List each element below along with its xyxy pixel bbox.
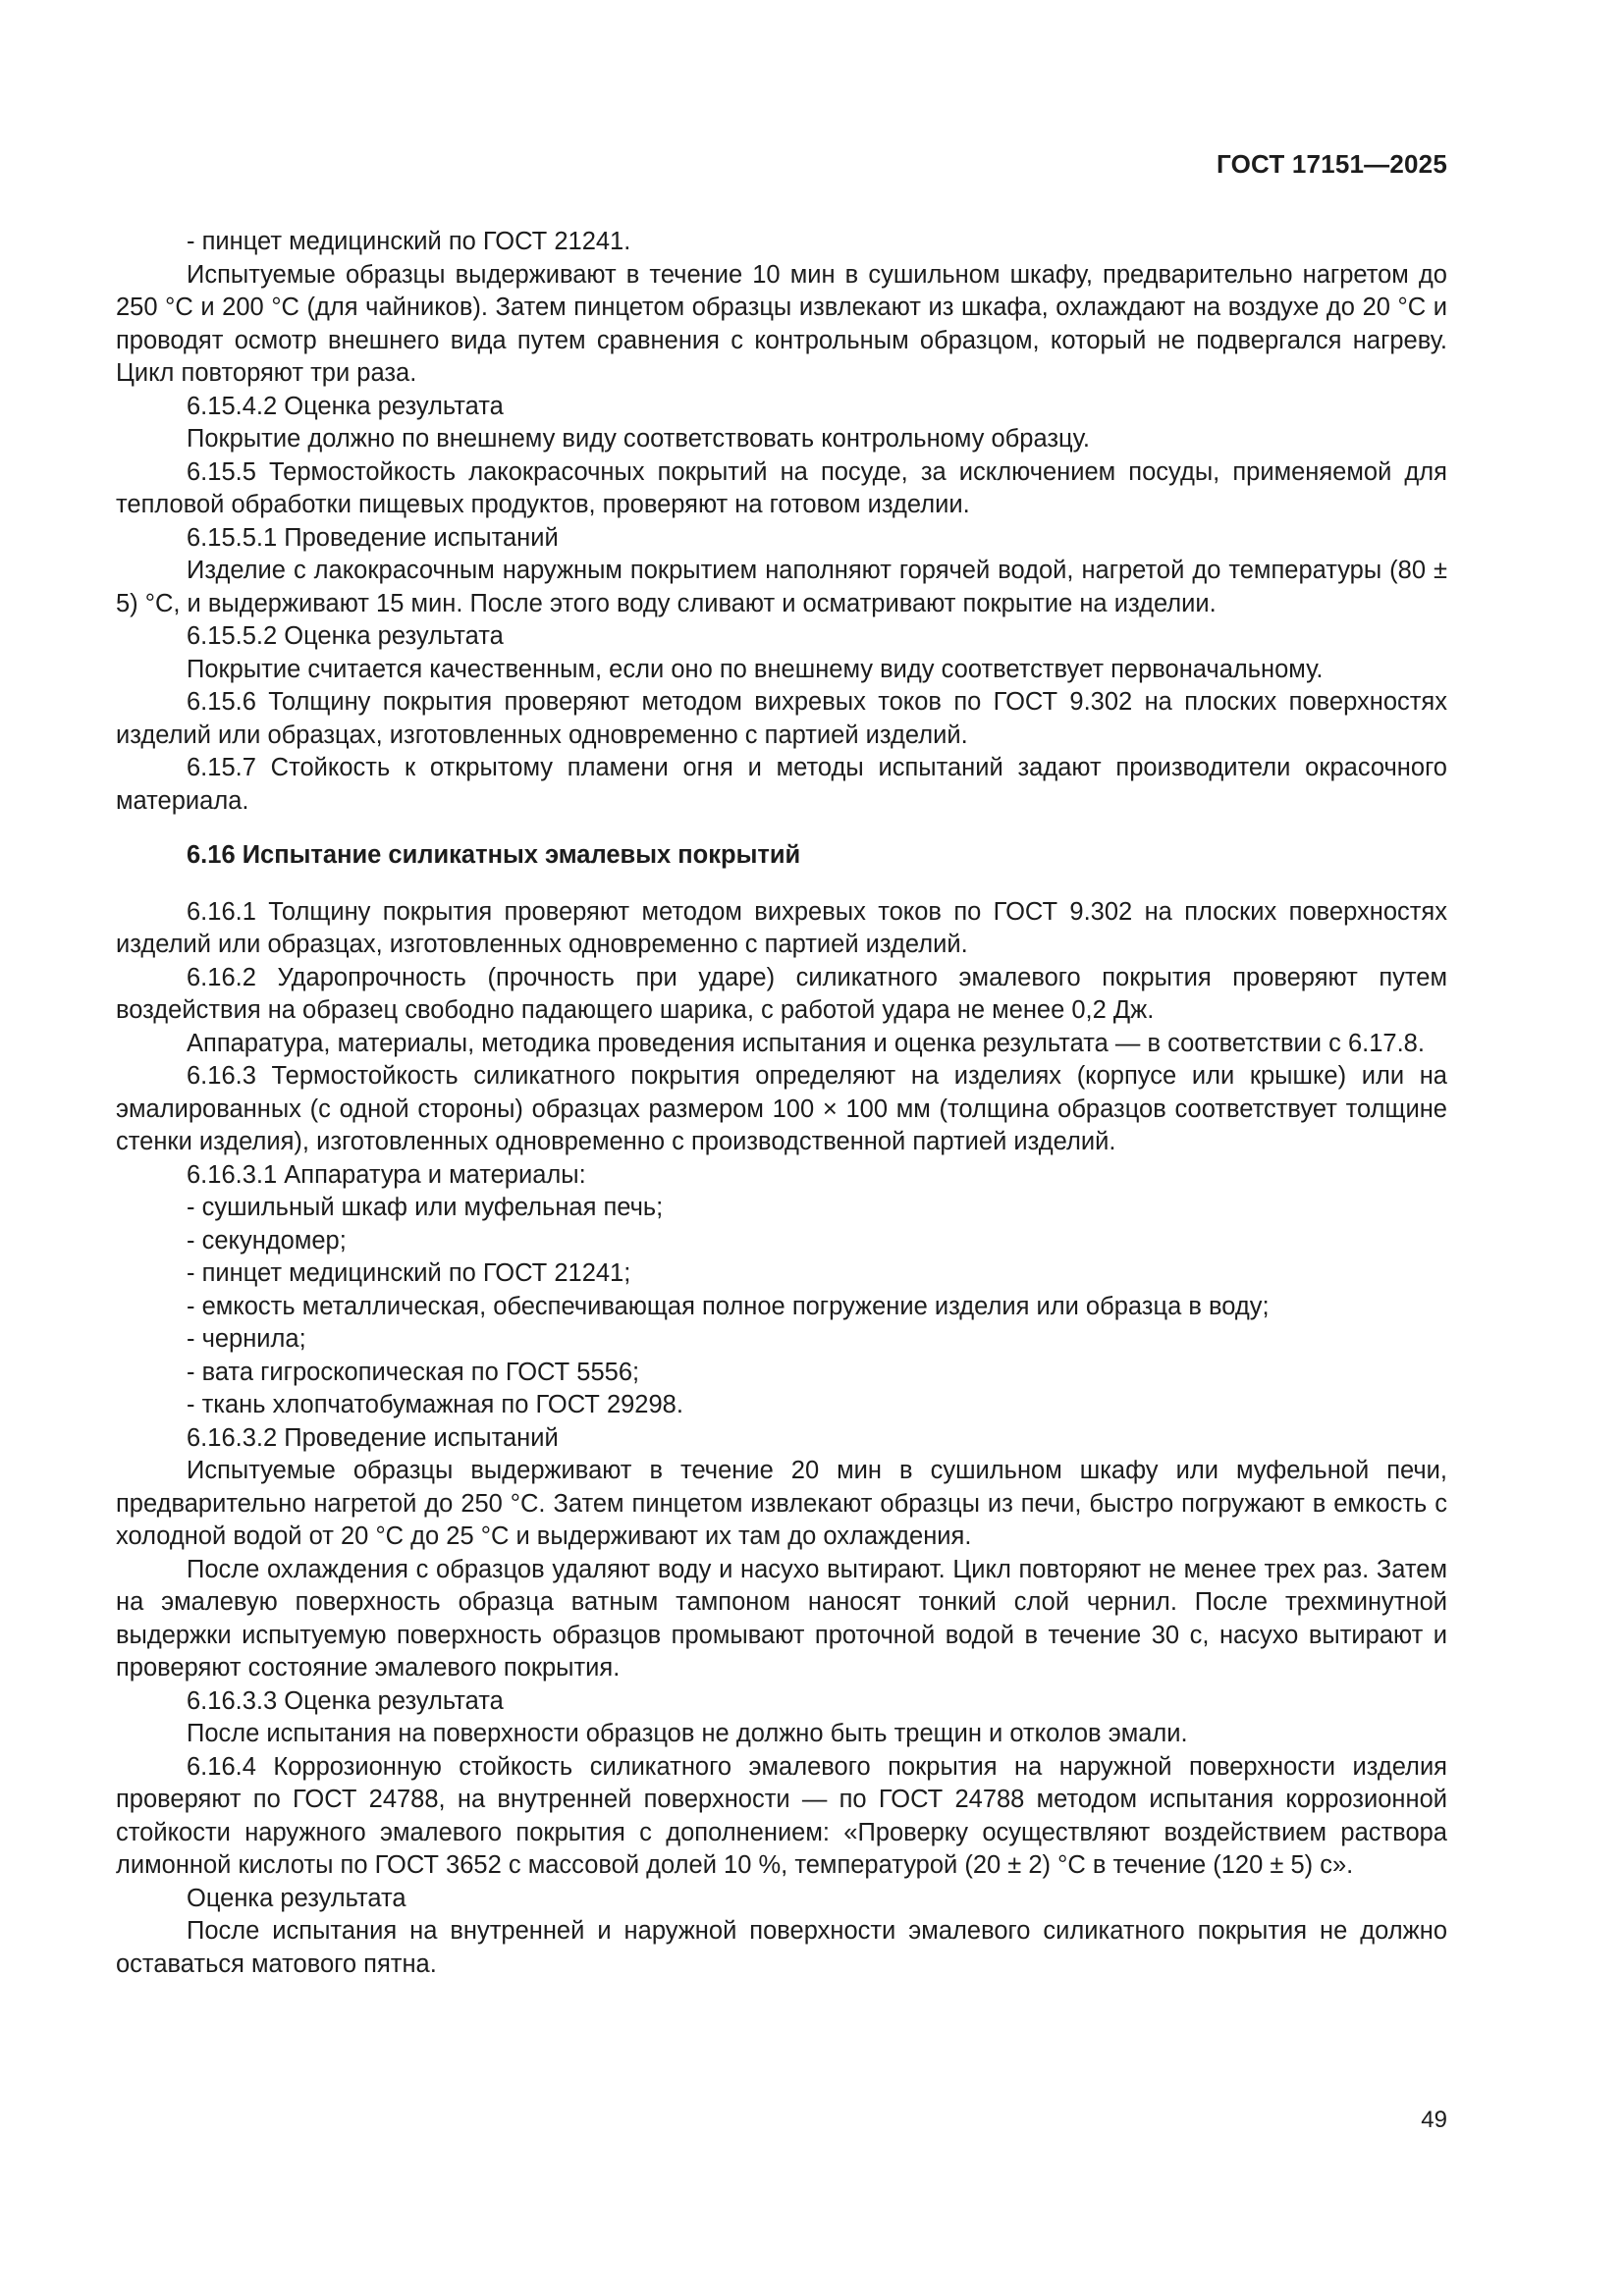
list-item: - вата гигроскопическая по ГОСТ 5556; [187, 1358, 640, 1386]
paragraph: 6.16.4 Коррозионную стойкость силикатного эмалевого покрытия на наружной поверхности изделия проверяют по ГОСТ 24788, на внутренней поверхности — по ГОСТ 24788 методом испытания коррозионной стойкости наружного эмалевого покрытия с дополнением: «Проверку осуществляют воздействием раствора лимонной кислоты по ГОСТ 3652 с массовой долей 10 %, температурой (20 ± 2) °С в течение (120 ± 5) с». [116, 1752, 1447, 1879]
paragraph: 6.15.5 Термостойкость лакокрасочных покрытий на посуде, за исключением посуды, применяемой для тепловой обработки пищевых продуктов, проверяют на готовом изделии. [116, 457, 1447, 518]
paragraph: Испытуемые образцы выдерживают в течение 20 мин в сушильном шкафу или муфельной печи, предварительно нагретой до 250 °С. Затем пинцетом извлекают образцы из печи, быстро погружают в емкость с холодной водой от 20 °С до 25 °С и выдерживают их там до охлаждения. [116, 1457, 1447, 1550]
paragraph: 6.16.3 Термостойкость силикатного покрытия определяют на изделиях (корпусе или крышке) или на эмалированных (с одной стороны) образцах размером 100 × 100 мм (толщина образцов соответствует толщине стенки изделия), изготовленных одновременно с производственной партией изделий. [116, 1062, 1447, 1155]
paragraph: 6.16.3.1 Аппаратура и материалы: [187, 1160, 586, 1189]
list-item: - емкость металлическая, обеспечивающая полное погружение изделия или образца в воду; [187, 1292, 1270, 1320]
paragraph: Изделие с лакокрасочным наружным покрытием наполняют горячей водой, нагретой до температуры (80 ± 5) °С, и выдерживают 15 мин. После этого воду сливают и осматривают покрытие на изделии. [116, 557, 1447, 617]
document-body [116, 226, 1447, 1981]
paragraph: Покрытие должно по внешнему виду соответствовать контрольному образцу. [187, 425, 1090, 453]
document-header: ГОСТ 17151—2025 [1217, 149, 1447, 179]
paragraph: После испытания на внутренней и наружной поверхности эмалевого силикатного покрытия не должно оставаться матового пятна. [116, 1917, 1447, 1978]
list-item: - секундомер; [187, 1226, 347, 1255]
list-item: - пинцет медицинский по ГОСТ 21241; [187, 1259, 631, 1287]
paragraph: 6.15.6 Толщину покрытия проверяют методом вихревых токов по ГОСТ 9.302 на плоских поверхностях изделий или образцах, изготовленных одновременно с партией изделий. [116, 688, 1447, 749]
paragraph: После испытания на поверхности образцов не должно быть трещин и отколов эмали. [187, 1720, 1188, 1747]
paragraph: 6.16.2 Ударопрочность (прочность при ударе) силикатного эмалевого покрытия проверяют путем воздействия на образец свободно падающего шарика, с работой удара не менее 0,2 Дж. [116, 963, 1447, 1024]
paragraph: Аппаратура, материалы, методика проведения испытания и оценка результата — в соответствии с 6.17.8. [187, 1029, 1425, 1057]
paragraph: Покрытие считается качественным, если оно по внешнему виду соответствует первоначальному. [187, 655, 1324, 683]
paragraph: 6.15.5.1 Проведение испытаний [187, 523, 559, 552]
paragraph: Оценка результата [187, 1884, 406, 1912]
paragraph: После охлаждения с образцов удаляют воду и насухо вытирают. Цикл повторяют не менее трех раз. Затем на эмалевую поверхность образца ватным тампоном наносят тонкий слой чернил. После трехминутной выдержки испытуемую поверхность образцов промывают проточной водой в течение 30 с, насухо вытирают и проверяют состояние эмалевого покрытия. [116, 1555, 1447, 1682]
paragraph: 6.15.4.2 Оценка результата [187, 392, 504, 420]
paragraph: 6.16.1 Толщину покрытия проверяют методом вихревых токов по ГОСТ 9.302 на плоских поверхностях изделий или образцах, изготовленных одновременно с партией изделий. [116, 897, 1447, 958]
list-item: - пинцет медицинский по ГОСТ 21241. [187, 228, 631, 255]
list-item: - ткань хлопчатобумажная по ГОСТ 29298. [187, 1391, 683, 1418]
paragraph: 6.15.5.2 Оценка результата [187, 622, 504, 650]
page-number: 49 [1421, 2107, 1447, 2133]
paragraph: 6.15.7 Стойкость к открытому пламени огня и методы испытаний задают производители окрасочного материала. [116, 754, 1447, 815]
paragraph: 6.16.3.2 Проведение испытаний [187, 1423, 559, 1452]
list-item: - чернила; [187, 1325, 306, 1353]
list-item: - сушильный шкаф или муфельная печь; [187, 1194, 664, 1221]
paragraph: 6.16.3.3 Оценка результата [187, 1686, 504, 1715]
paragraph: Испытуемые образцы выдерживают в течение 10 мин в сушильном шкафу, предварительно нагретом до 250 °С и 200 °С (для чайников). Затем пинцетом образцы извлекают из шкафа, охлаждают на воздухе до 20 °С и проводят осмотр внешнего вида путем сравнения с контрольным образцом, который не подвергался нагреву. Цикл повторяют три раза. [116, 260, 1447, 387]
section-heading: 6.16 Испытание силикатных эмалевых покрытий [187, 841, 801, 869]
